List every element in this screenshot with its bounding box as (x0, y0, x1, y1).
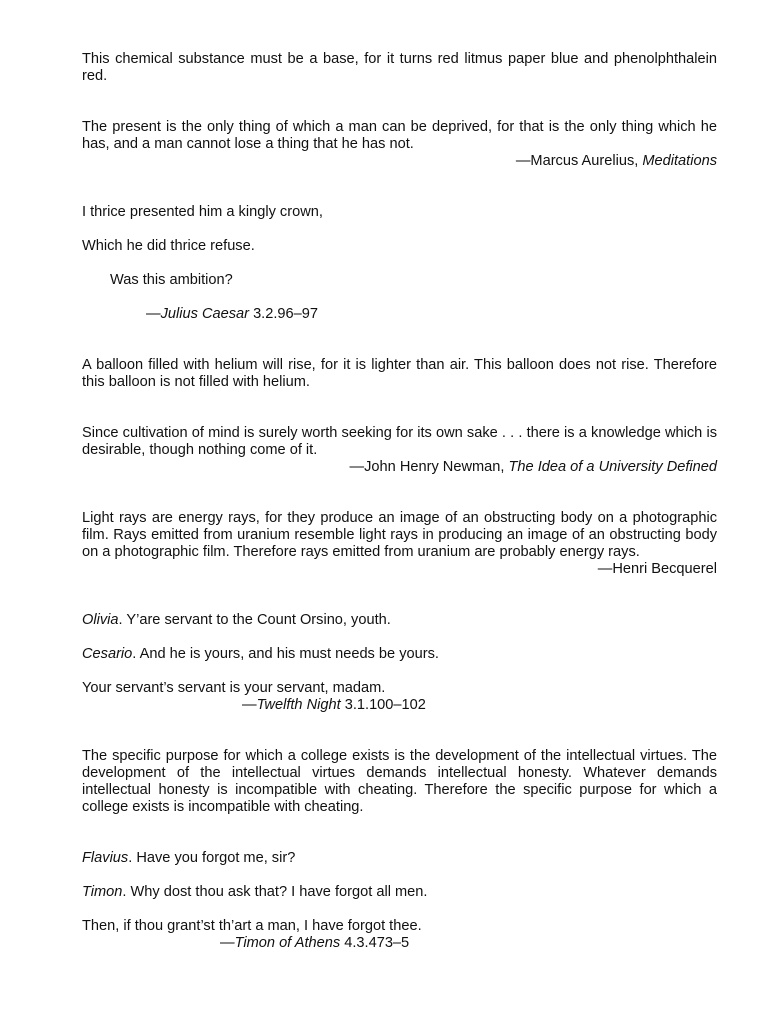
document-page (82, 51, 717, 952)
passage-7-line-3: Your servant’s servant is your servant, madam. (82, 680, 386, 696)
passage-2-attribution: —Marcus Aurelius, Meditations (515, 153, 717, 169)
passage-3-line-3: Was this ambition? (110, 272, 233, 288)
passage-2: The present is the only thing of which a man can be deprived, for that is the only thing which he has, and a man cannot lose a thing that he has not. (82, 119, 717, 152)
passage-5-attribution: —John Henry Newman, The Idea of a University Defined (349, 459, 717, 475)
passage-5: Since cultivation of mind is surely worth seeking for its own sake . . . there is a knowledge which is desirable, though nothing come of it. (82, 425, 717, 458)
passage-8: The specific purpose for which a college exists is the development of the intellectual virtues. The development of the intellectual virtues demands intellectual honesty. Whatever demands intellectual honesty is incompatible with cheating. Therefore the specific purpose for which a college exists is incompatible with cheating. (82, 748, 717, 815)
passage-9-line-2: Timon. Why dost thou ask that? I have forgot all men. (82, 884, 428, 900)
passage-7-line-2: Cesario. And he is yours, and his must needs be yours. (82, 646, 439, 662)
passage-9-line-1: Flavius. Have you forgot me, sir? (82, 850, 296, 866)
passage-6: Light rays are energy rays, for they produce an image of an obstructing body on a photographic film. Rays emitted from uranium resemble light rays in producing an image of an obstructing body on a photographic film. Therefore rays emitted from uranium are probably energy rays. (82, 510, 717, 560)
passage-3-line-2: Which he did thrice refuse. (82, 238, 255, 254)
passage-3-attribution: —Julius Caesar 3.2.96–97 (146, 306, 318, 322)
passage-9-line-3: Then, if thou grant’st th’art a man, I have forgot thee. (82, 918, 422, 934)
passage-7-line-1: Olivia. Y’are servant to the Count Orsino, youth. (82, 612, 391, 628)
passage-1: This chemical substance must be a base, for it turns red litmus paper blue and phenolphthalein red. (82, 51, 717, 84)
passage-6-attribution: —Henri Becquerel (597, 561, 717, 577)
passage-7-attribution: —Twelfth Night 3.1.100–102 (242, 697, 426, 713)
passage-9-attribution: —Timon of Athens 4.3.473–5 (220, 935, 410, 951)
passage-4: A balloon filled with helium will rise, for it is lighter than air. This balloon does not rise. Therefore this balloon is not filled with helium. (82, 357, 717, 390)
passage-3-line-1: I thrice presented him a kingly crown, (82, 204, 323, 220)
